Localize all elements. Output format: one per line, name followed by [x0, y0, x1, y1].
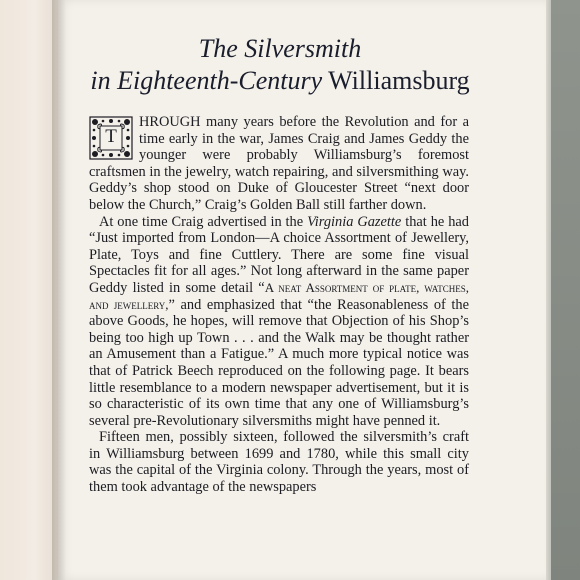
ornamental-dropcap [89, 116, 133, 160]
left-page-edge [0, 0, 58, 580]
paragraph-1 [89, 114, 469, 214]
paragraph-3 [89, 429, 469, 495]
title-line-1: The Silversmith [198, 34, 362, 63]
gazette-name: Virginia Gazette [307, 213, 402, 230]
chapter-title [80, 33, 480, 97]
paragraph-3-text: Fifteen men, possibly sixteen, followed the silversmith’s craft in Williamsburg between 1699 and 1780, while this small city was the capital of the Virginia colony. Through the years, most of them took advantage of the newspapers [89, 429, 469, 496]
title-line-2-roman: Williamsburg [328, 66, 470, 95]
first-word-rest: HROUGH [139, 114, 201, 130]
paragraph-2-c: ” and emphasized that “the Reasonableness of the above Goods, he hopes, will remove that Objection of his Shop’s being too high up Town . . . and the Walk may be thought rather an Amusement than a Fatigue.” A much more typical notice was that of Patrick Beech reproduced on the following page. It bears little resemblance to a modern newspaper advertisement, but it is so characteristic of its own time that any one of Williamsburg’s several pre-Revolutionary silversmiths might have penned it. [89, 296, 469, 429]
advert-quote-smallcaps: A neat Assortment of plate, watches, and jewellery, [89, 279, 470, 312]
body-text [89, 114, 469, 496]
paragraph-1-text: many years before the Revolution and for a time early in the war, James Craig and James Geddy the younger were probably Williamsburg’s foremost craftsmen in the jewelry, watch repairing, and silversmithing way. Geddy’s shop stood on Duke of Gloucester Street “next door below the Church,” Craig’s Golden Ball still farther down. [89, 114, 469, 213]
book-gutter [52, 0, 66, 580]
paragraph-2 [89, 214, 469, 430]
paragraph-2-a: At one time Craig advertised in the [99, 213, 308, 230]
dropcap-letter: T [105, 126, 117, 147]
title-line-2 [80, 65, 480, 97]
title-line-2-italic: in Eighteenth-Century [90, 66, 323, 95]
table-background [551, 0, 580, 580]
paragraph-2-b: that he had “Just imported from London—A choice Assortment of Jewellery, Plate, Toys and fine Cuttlery. There are some fine visual Spectacles fit for all ages.” Not long afterward in the same paper Geddy listed in some detail “ [89, 213, 470, 296]
